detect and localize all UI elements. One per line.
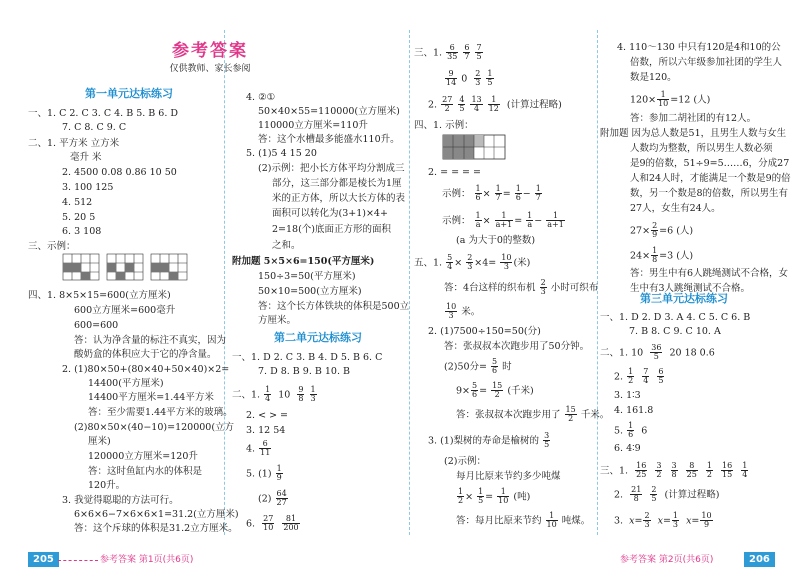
- answer-line: 4. ②①: [246, 92, 276, 103]
- answer-line: 示例： $\frac{1}{a}$ × $\frac{1}{a+1}$ = $\frac{1}{a}$ − $\frac{1}{a+1}$: [442, 211, 564, 230]
- answer-line: 三、示例：: [28, 241, 76, 252]
- answer-line: 150÷3=50(平方厘米): [258, 271, 356, 282]
- answer-line: 酸奶盒的体积应大于它的净含量。: [74, 349, 217, 360]
- note: 小时可织布: [550, 282, 599, 294]
- page-subtitle: 仅供教师、家长参阅: [169, 64, 251, 74]
- answer-line: 7. B 8. C 9. C 10. A: [629, 326, 721, 337]
- fraction: $\frac{1}{2}$: [706, 461, 712, 480]
- answer-line: 人数均为整数，所以男生人数必须: [630, 143, 773, 154]
- fraction: $\frac{2}{3}$: [644, 511, 650, 530]
- fraction: $\frac{15}{2}$: [492, 381, 503, 400]
- answer-line: [614, 486, 719, 504]
- fraction: $\frac{7}{4}$: [643, 367, 649, 386]
- answer-line: 之和。: [272, 240, 301, 251]
- fraction: $\frac{1}{3}$: [672, 511, 679, 530]
- answer-line: [600, 462, 749, 480]
- answer-line: 面积可以转化为(3+1)×4+: [272, 208, 388, 219]
- answer-line: 2. (1)7500÷150=50(分): [428, 326, 541, 337]
- note: 答：4台这样的织布机: [444, 282, 536, 294]
- answer-line: 27人，女生有24人。: [630, 203, 721, 214]
- note: (人): [676, 225, 694, 237]
- fraction: $\frac{21}{8}$: [631, 485, 642, 504]
- fraction: $\frac{1}{7}$: [495, 184, 501, 203]
- answer-line: 部分，这三部分都是棱长为1厘: [272, 178, 402, 189]
- note: 千米。: [580, 409, 610, 421]
- answer-line: 3. 1∶3: [614, 390, 641, 401]
- fraction: $\frac{5}{6}$: [492, 357, 498, 376]
- fraction: $\frac{10}{3}$: [501, 253, 512, 272]
- page-title: 参考答案: [172, 41, 248, 61]
- fraction: $\frac{1}{5}$: [478, 487, 484, 506]
- answer-line: (2)示例：把小长方体平均分割成三: [258, 163, 405, 174]
- note: 20 18 0.6: [669, 347, 715, 359]
- answer-line: [600, 344, 715, 362]
- fraction: $\frac{6}{11}$: [260, 439, 271, 458]
- answer-line: [428, 96, 562, 114]
- answer-line: 120× $\frac{1}{10}$ =12 (人): [630, 90, 711, 109]
- fraction: $\frac{10}{9}$: [701, 511, 712, 530]
- answer-line: 120000立方厘米=120升: [88, 451, 198, 462]
- note: 3. (1)梨树的寿命是榆树的: [428, 435, 540, 447]
- fraction: $\frac{15}{2}$: [565, 405, 576, 424]
- fraction: $\frac{3}{8}$: [671, 461, 677, 480]
- answer-line: [246, 440, 272, 458]
- answer-line: 14400平方厘米=1.44平方米: [88, 392, 214, 403]
- answer-line: 倍数，所以六年级参加社团的学生人: [630, 57, 783, 68]
- section-unit1-heading: 第一单元达标练习: [85, 87, 173, 100]
- note: (千米): [507, 385, 534, 397]
- answer-line: 14400(平方厘米): [88, 378, 164, 389]
- fraction: $\frac{1}{10}$: [546, 511, 557, 530]
- answer-line: 一、1. C 2. C 3. C 4. B 5. B 6. D: [28, 108, 178, 119]
- answer-line: 4. 512: [62, 197, 93, 208]
- answer-line: 每月比原来节约多少吨煤: [456, 471, 561, 482]
- answer-line: [414, 44, 484, 62]
- answer-line: 二、1. $\frac{1}{4}$ 10 $\frac{9}{8}$ $\frac{1}{3}$: [232, 385, 316, 404]
- section-unit2-heading: 第二单元达标练习: [274, 331, 362, 344]
- fraction: $\frac{13}{4}$: [471, 95, 482, 114]
- fraction: $\frac{2}{3}$: [475, 69, 481, 88]
- fraction: $\frac{7}{5}$: [476, 43, 482, 62]
- answer-line: 3. 12 54: [246, 425, 286, 436]
- answer-line: $\frac{9}{14}$ 0 $\frac{2}{3}$ $\frac{1}{5}$: [446, 69, 493, 88]
- column-divider: [224, 30, 225, 535]
- fraction: $\frac{1}{4}$: [742, 461, 748, 480]
- item-label: 4.: [246, 443, 256, 455]
- answer-line: [258, 490, 289, 508]
- section-unit3-heading: 第三单元达标练习: [640, 292, 728, 305]
- answer-line: 答：至少需要1.44平方米的玻璃。: [88, 407, 233, 418]
- fraction: $\frac{1}{7}$: [535, 184, 541, 203]
- item-label: 示例：: [442, 215, 471, 227]
- answer-line: 人和24人时，才能满足一个数是9的倍: [630, 173, 791, 184]
- fraction: $\frac{8}{25}$: [686, 461, 697, 480]
- answer-line: 5. (1)5 4 15 20: [246, 148, 317, 159]
- answer-line: 生中有3人跳绳测试不合格。: [630, 283, 751, 294]
- answer-line: 答：这个水槽最多能盛水110升。: [258, 134, 400, 145]
- footer-label-right: 参考答案 第2页(共6页): [620, 554, 714, 565]
- item-label: 示例：: [442, 188, 471, 200]
- fraction: $\frac{1}{5}$: [487, 69, 493, 88]
- item-label: 6.: [246, 518, 256, 530]
- answer-line: [428, 432, 551, 450]
- fraction: $\frac{5}{6}$: [472, 381, 478, 400]
- answer-line: 附加题 因为总人数是51，且男生人数与女生: [600, 128, 787, 139]
- fraction: $\frac{1}{a}$: [475, 211, 481, 230]
- fraction: $\frac{3}{5}$: [544, 431, 550, 450]
- answer-line: 50×40×55=110000(立方厘米): [258, 106, 400, 117]
- answer-line: 毫升 米: [70, 152, 102, 163]
- column-divider: [409, 30, 410, 535]
- fraction: $\frac{2}{9}$: [652, 221, 658, 240]
- item-label: 三、1.: [600, 465, 629, 477]
- fraction: $\frac{3}{2}$: [656, 461, 662, 480]
- note: (2)50分=: [444, 361, 488, 373]
- fraction: $\frac{16}{25}$: [636, 461, 647, 480]
- answer-line: (a 为大于0的整数): [456, 235, 536, 246]
- footer-label-left: 参考答案 第1页(共6页): [100, 554, 194, 565]
- note: (人): [693, 94, 711, 106]
- item-label: (2): [258, 493, 272, 505]
- answer-line: 四、1. 示例：: [414, 120, 474, 131]
- fraction: $\frac{9}{8}$: [298, 385, 304, 404]
- fraction: $\frac{5}{4}$: [447, 253, 453, 272]
- note: (计算过程略): [506, 99, 562, 111]
- answer-line: 答：认为净含量的标注不真实，因为: [74, 335, 227, 346]
- answer-line: 4. 161.8: [614, 405, 654, 416]
- answer-line: 7. C 8. C 9. C: [62, 122, 127, 133]
- fraction: $\frac{10}{3}$: [446, 302, 457, 321]
- answer-line: 27× $\frac{2}{9}$ =6 (人): [630, 221, 694, 240]
- fraction: $\frac{27}{10}$: [263, 514, 274, 533]
- fraction: $\frac{9}{14}$: [446, 69, 457, 88]
- answer-line: 一、1. D 2. C 3. B 4. D 5. B 6. C: [232, 352, 383, 363]
- fraction: $\frac{81}{200}$: [283, 514, 299, 533]
- fraction: $\frac{1}{8}$: [652, 246, 658, 265]
- answer-line: $\frac{1}{2}$ × $\frac{1}{5}$ = $\frac{1}{10}$ (吨): [458, 487, 531, 506]
- answer-line: [444, 303, 480, 321]
- fraction: $\frac{6}{35}$: [447, 43, 458, 62]
- fraction: $\frac{2}{3}$: [467, 253, 473, 272]
- answer-line: [456, 406, 609, 424]
- answer-line: 120升。: [88, 480, 126, 491]
- fraction: $\frac{1}{12}$: [488, 95, 499, 114]
- page-number-right: 206: [744, 552, 775, 568]
- fraction: $\frac{2}{5}$: [651, 485, 657, 504]
- answer-line: 6×6×6−7×6×6×1=31.2(立方厘米): [74, 509, 239, 520]
- answer-line: 6. 4∶9: [614, 443, 641, 454]
- item-label: 3.: [614, 515, 624, 527]
- cube-view-grids: [62, 253, 190, 281]
- answer-line: 2. < > =: [246, 410, 289, 421]
- item-label: 二、1. 10: [600, 347, 644, 359]
- answer-line: 2. = = = =: [428, 167, 481, 178]
- fraction: $\frac{4}{5}$: [459, 95, 465, 114]
- note: 吨煤。: [561, 515, 591, 527]
- answer-line: [444, 358, 512, 376]
- answer-line: (2)80×50×(40−10)=120000(立方: [74, 422, 235, 433]
- answer-line: 厘米): [88, 436, 111, 447]
- answer-line: 是9的倍数，51÷9=5……6，分成27: [630, 158, 790, 169]
- answer-line: 24× $\frac{1}{8}$ =3 (人): [630, 246, 694, 265]
- answer-line: 米的正方体，所以大长方体的表: [272, 193, 406, 204]
- fraction: $\frac{64}{27}$: [276, 489, 287, 508]
- answer-line: 2. $\frac{1}{2}$ $\frac{7}{4}$ $\frac{6}{5}$: [614, 367, 664, 386]
- fraction: $\frac{6}{5}$: [658, 367, 664, 386]
- fraction: $\frac{1}{2}$: [458, 487, 464, 506]
- fraction: $\frac{27}{2}$: [442, 95, 453, 114]
- fraction: $\frac{1}{9}$: [276, 464, 282, 483]
- answer-line: 7. D 8. B 9. B 10. B: [258, 366, 350, 377]
- answer-line: 附加题 5×5×6=150(平方厘米): [232, 256, 375, 267]
- answer-line: 3. 我觉得聪聪的方法可行。: [62, 495, 179, 506]
- item-label: 五、1.: [414, 257, 443, 269]
- note: 时: [502, 361, 512, 373]
- fraction: $\frac{6}{7}$: [464, 43, 470, 62]
- page-number-left: 205: [28, 552, 59, 568]
- answer-line: (2)示例：: [444, 456, 486, 467]
- grid-diagrams: [62, 253, 190, 286]
- answer-line: 四、1. 8×5×15=600(立方厘米): [28, 290, 171, 301]
- answer-line: 2=18(个)底面正方形的面积: [272, 224, 392, 235]
- answer-line: 数，另一个数是8的倍数，所以男生有: [630, 188, 789, 199]
- answer-line: 110000立方厘米=110升: [258, 120, 368, 131]
- fraction: $\frac{1}{6}$: [475, 184, 481, 203]
- answer-line: 示例： $\frac{1}{6}$ × $\frac{1}{7}$ = $\frac{1}{6}$ − $\frac{1}{7}$: [442, 184, 541, 203]
- note: (吨): [513, 491, 531, 503]
- answer-line: 2. 4500 0.08 0.86 10 50: [62, 167, 177, 178]
- answer-line: 二、1. 平方米 立方米: [28, 138, 120, 149]
- note: 米。: [461, 306, 481, 318]
- note: 答：每月比原来节约: [456, 515, 542, 527]
- answer-line: 答：参加二胡社团的有12人。: [630, 113, 757, 124]
- answer-line: 600=600: [74, 320, 119, 331]
- item-label: 5. (1): [246, 468, 272, 480]
- answer-line: 方厘米。: [258, 315, 297, 326]
- footer-rule: [58, 560, 98, 561]
- answer-line: 3. 100 125: [62, 182, 114, 193]
- answer-line: [246, 515, 301, 533]
- answer-line: 50×10=500(立方厘米): [258, 286, 362, 297]
- note: 答：张叔叔本次跑步用了: [456, 409, 561, 421]
- answer-line: 答：张叔叔本次跑步用了50分钟。: [444, 341, 590, 352]
- answer-line: [444, 279, 598, 297]
- answer-line: 9× $\frac{5}{6}$ = $\frac{15}{2}$ (千米): [456, 381, 534, 400]
- item-label: 二、1.: [232, 389, 261, 401]
- fraction: $\frac{1}{a}$: [527, 211, 533, 230]
- fraction: $\frac{1}{6}$: [515, 184, 521, 203]
- answer-line: 答：这个长方体铁块的体积是500立: [258, 301, 410, 312]
- fraction: $\frac{36}{5}$: [651, 343, 662, 362]
- answer-line: 五、1. $\frac{5}{4}$ × $\frac{2}{3}$ ×4= $\frac{10}{3}$ (米): [414, 253, 531, 272]
- item-label: 2.: [428, 99, 438, 111]
- item-label: 2.: [614, 489, 624, 501]
- answer-line: 5. 20 5: [62, 212, 96, 223]
- fraction: $\frac{1}{4}$: [265, 385, 271, 404]
- fraction: $\frac{16}{15}$: [722, 461, 733, 480]
- answer-line: 5. $\frac{1}{6}$ 6: [614, 421, 648, 440]
- answer-line: 4. 110～130 中只有120是4和10的公: [617, 42, 781, 53]
- fraction: $\frac{1}{10}$: [658, 90, 669, 109]
- answer-line: [456, 512, 590, 530]
- fraction: $\frac{1}{6}$: [628, 421, 634, 440]
- answer-line: 3. x= $\frac{2}{3}$ x= $\frac{1}{3}$ x= $\frac{10}{9}$: [614, 511, 712, 530]
- answer-line: 答：这时鱼缸内水的体积是: [88, 466, 203, 477]
- note: (计算过程略): [664, 489, 720, 501]
- fraction: $\frac{1}{2}$: [628, 367, 634, 386]
- note: (人): [676, 250, 694, 262]
- fraction-grid: [442, 134, 506, 160]
- answer-line: 数是120。: [630, 72, 677, 83]
- item-label: 三、1.: [414, 47, 443, 59]
- fraction: $\frac{1}{3}$: [310, 385, 316, 404]
- answer-line: 2. (1)80×50+(80×40+50×40)×2=: [62, 364, 230, 375]
- fraction: $\frac{1}{a+1}$: [547, 211, 564, 230]
- bar-diagram: [442, 134, 506, 165]
- answer-line: [246, 465, 284, 483]
- fraction: $\frac{1}{a+1}$: [495, 211, 513, 230]
- answer-line: 600立方厘米=600毫升: [74, 305, 176, 316]
- answer-line: 一、1. D 2. D 3. A 4. C 5. C 6. B: [600, 312, 751, 323]
- answer-line: 6. 3 108: [62, 226, 102, 237]
- answer-line: 答：男生中有6人跳绳测试不合格，女: [630, 268, 789, 279]
- fraction: $\frac{1}{10}$: [498, 487, 509, 506]
- fraction: $\frac{2}{3}$: [540, 278, 546, 297]
- answer-line: 答：这个斥球的体积是31.2立方厘米。: [74, 523, 238, 534]
